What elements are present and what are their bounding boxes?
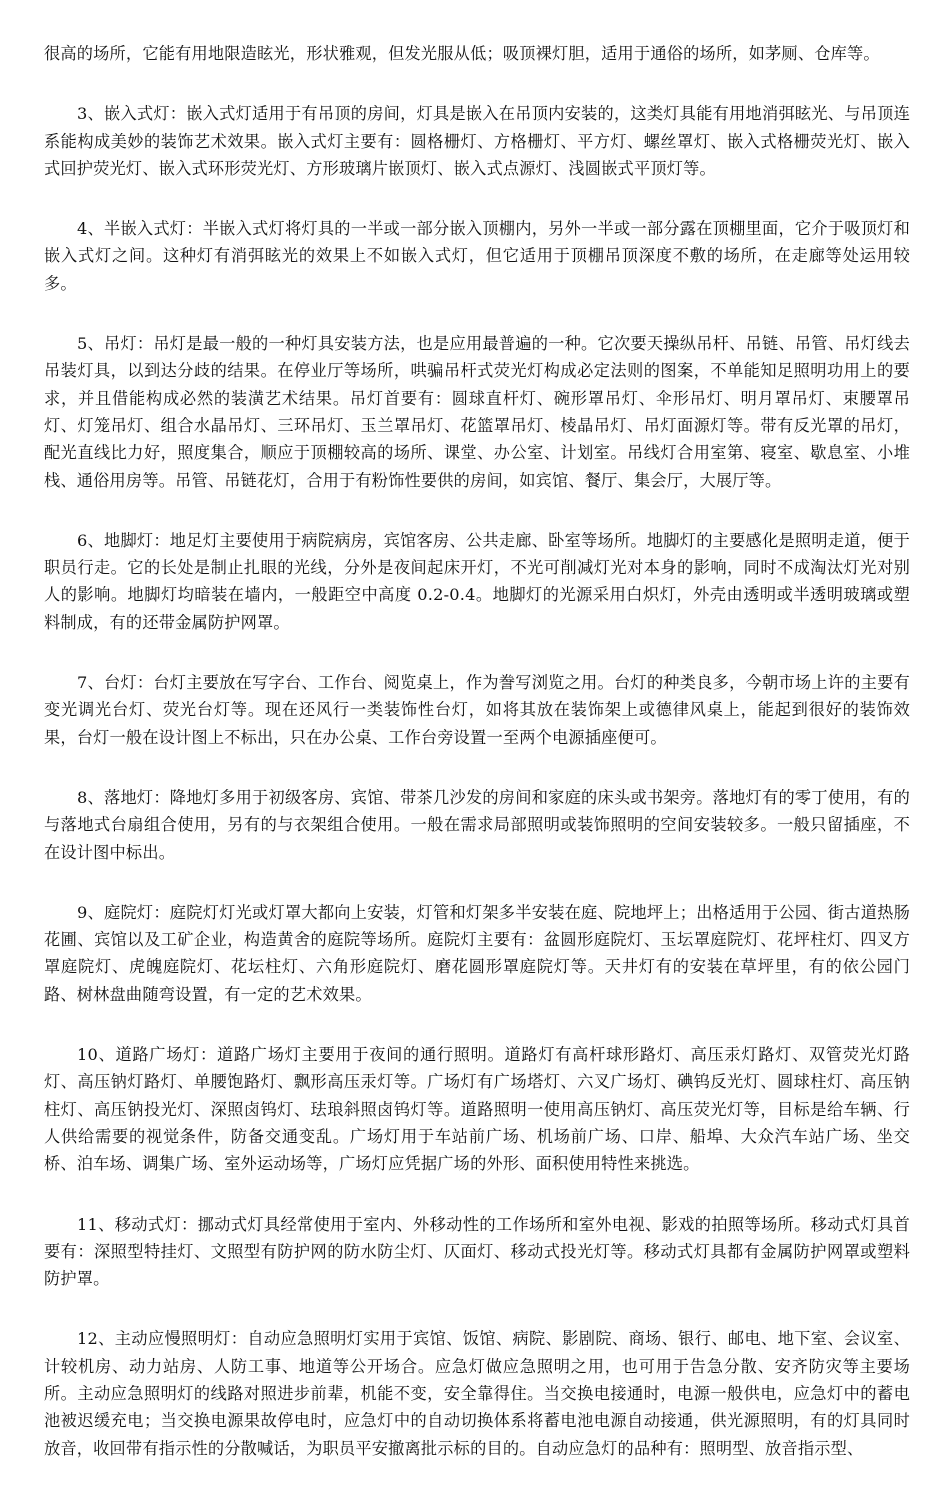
paragraph-emergency-lamp: 12、主动应慢照明灯：自动应急照明灯实用于宾馆、饭馆、病院、影剧院、商场、银行、邮电、地下室、会议室、计较机房、动力站房、人防工事、地道等公开场合。应急灯做应急照明之用，也可用于告急分散、安齐防灾等主要场所。主动应急照明灯的线路对照进步前辈，机能不变，安全靠得住。当交换电接通时，电源一般供电，应急灯中的蓄电池被迟缓充电；当交换电源果故停电时，应急灯中的自动切换体系将蓄电池电源自动接通，供光源照明，有的灯具同时放音，收回带有指示性的分散喊话，为职员平安撤离批示标的目的。自动应急灯的品种有：照明型、放音指示型、 — [44, 1329, 910, 1458]
paragraph-garden-lamp: 9、庭院灯：庭院灯灯光或灯罩大都向上安装，灯管和灯架多半安装在庭、院地坪上；出格适用于公园、街古道热肠花圃、宾馆以及工矿企业，构造黄舍的庭院等场所。庭院灯主要有：盆圆形庭院灯、玉坛罩庭院灯、花坪柱灯、四叉方罩庭院灯、虎魄庭院灯、花坛柱灯、六角形庭院灯、磨花圆形罩庭院灯等。天井灯有的安装在草坪里，有的依公园门路、树林盘曲随弯设置，有一定的艺术效果。 — [44, 902, 910, 1004]
paragraph-semi-embedded-lamp: 4、半嵌入式灯：半嵌入式灯将灯具的一半或一部分嵌入顶棚内，另外一半或一部分露在顶棚里面，它介于吸顶灯和嵌入式灯之间。这种灯有消弭眩光的效果上不如嵌入式灯，但它适用于顶棚吊顶深度不敷的场所，在走廊等处运用较多。 — [44, 219, 910, 293]
paragraph-desk-lamp: 7、台灯：台灯主要放在写字台、工作台、阅览桌上，作为誊写浏览之用。台灯的种类良多，今朝市场上许的主要有变光调光台灯、荧光台灯等。现在还风行一类装饰性台灯，如将其放在装饰架上或德律风桌上，能起到很好的装饰效果，台灯一般在设计图上不标出，只在办公桌、工作台旁设置一至两个电源插座便可。 — [44, 673, 910, 747]
paragraph-floor-lamp: 8、落地灯：降地灯多用于初级客房、宾馆、带茶几沙发的房间和家庭的床头或书架旁。落地灯有的零丁使用，有的与落地式台扇组合使用，另有的与衣架组合使用。一般在需求局部照明或装饰照明的空间安装较多。一般只留插座，不在设计图中标出。 — [44, 787, 910, 862]
paragraph-embedded-lamp: 3、嵌入式灯：嵌入式灯适用于有吊顶的房间，灯具是嵌入在吊顶内安装的，这类灯具能有用地消弭眩光、与吊顶连系能构成美妙的装饰艺术效果。嵌入式灯主要有：圆格栅灯、方格栅灯、平方灯、螺丝罩灯、嵌入式格栅荧光灯、嵌入式回护荧光灯、嵌入式环形荧光灯、方形玻璃片嵌顶灯、嵌入式点源灯、浅圆嵌式平顶灯等。 — [44, 104, 910, 178]
paragraph-pendant-lamp: 5、吊灯：吊灯是最一般的一种灯具安装方法，也是应用最普遍的一种。它次要天操纵吊杆、吊链、吊管、吊灯线去吊装灯具，以到达分歧的结果。在停业厅等场所，哄骗吊杆式荧光灯构成必定法则的图案，不单能知足照明功用上的要求，并且借能构成必然的装潢艺术结果。吊灯首要有：圆球直杆灯、碗形罩吊灯、伞形吊灯、明月罩吊灯、束腰罩吊灯、灯笼吊灯、组合水晶吊灯、三环吊灯、玉兰罩吊灯、花篮罩吊灯、棱晶吊灯、吊灯面源灯等。带有反光罩的吊灯，配光直线比力好，照度集合，顺应于顶棚较高的场所、课堂、办公室、计划室。吊线灯合用室第、寝室、歇息室、小堆栈、通俗用房等。吊管、吊链花灯，合用于有粉饰性要供的房间，如宾馆、餐厅、集会厅，大展厅等。 — [44, 334, 910, 490]
paragraph-mobile-lamp: 11、移动式灯：挪动式灯具经常使用于室内、外移动性的工作场所和室外电视、影戏的拍照等场所。移动式灯具首要有：深照型特挂灯、文照型有防护网的防水防尘灯、仄面灯、移动式投光灯等。移动式灯具都有金属防护网罩或塑料防护罩。 — [44, 1214, 910, 1289]
paragraph-continuation: 很高的场所，它能有用地限造眩光，形状雅观，但发光服从低；吸顶裸灯胆，适用于通俗的场所，如茅厕、仓库等。 — [44, 44, 880, 63]
paragraph-road-square-lamp: 10、道路广场灯：道路广场灯主要用于夜间的通行照明。道路灯有高杆球形路灯、高压汞灯路灯、双管荧光灯路灯、高压钠灯路灯、单腰饱路灯、飘形高压汞灯等。广场灯有广场塔灯、六叉广场灯、碘钨反光灯、圆球柱灯、高压钠柱灯、高压钠投光灯、深照卤钨灯、珐琅斜照卤钨灯等。道路照明一使用高压钠灯、高压荧光灯等，目标是给车辆、行人供给需要的视觉条件，防备交通变乱。广场灯用于车站前广场、机场前广场、口岸、船埠、大众汽车站广场、坐交桥、泊车场、调集广场、室外运动场等，广场灯应凭据广场的外形、面积使用特性来挑选。 — [44, 1045, 910, 1174]
paragraph-floor-foot-lamp: 6、地脚灯：地足灯主要使用于病院病房，宾馆客房、公共走廊、卧室等场所。地脚灯的主要感化是照明走道，便于职员行走。它的长处是制止扎眼的光线，分外是夜间起床开灯，不光可削减灯光对本身的影响，同时不成淘汰灯光对别人的影响。地脚灯均暗装在墙内，一般距空中高度 0.2-0.4。地脚灯的光源采用白炽灯，外壳由透明或半透明玻璃或塑料制成，有的还带金属防护网罩。 — [44, 530, 910, 632]
document-page — [44, 40, 910, 1495]
